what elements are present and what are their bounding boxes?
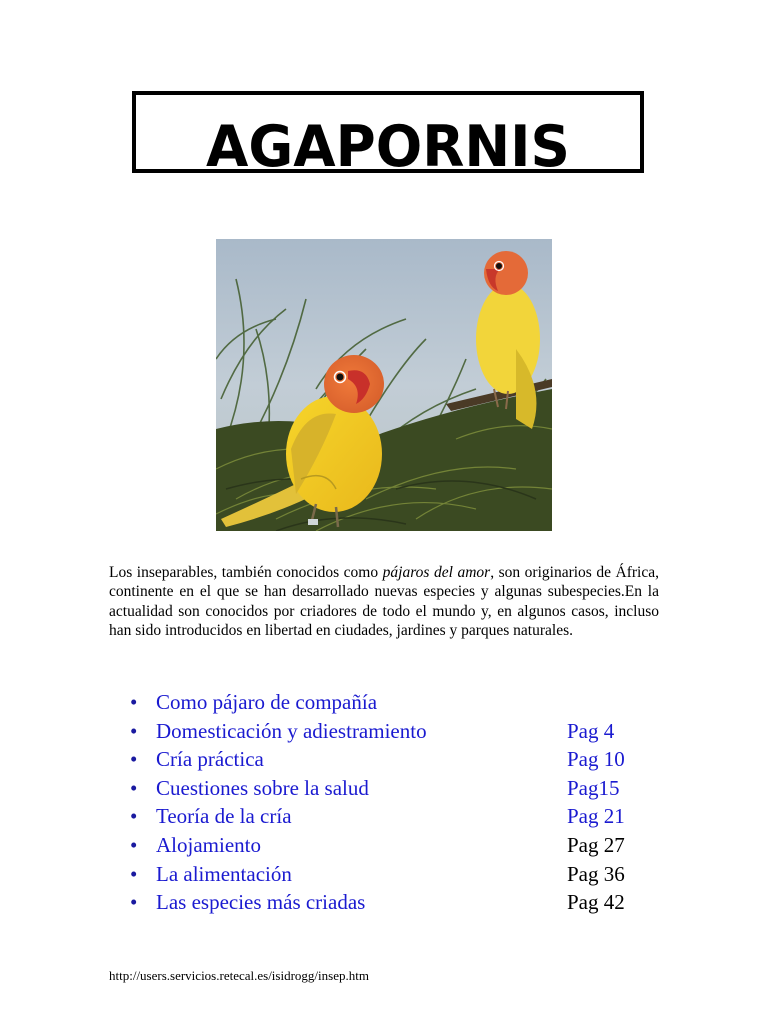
toc-page-number: Pag 42 [567,890,625,915]
bullet-icon: • [130,890,138,915]
toc-page-number[interactable]: Pag15 [567,775,620,800]
intro-italic-phrase: pájaros del amor [382,563,491,581]
bullet-icon: • [130,718,138,743]
toc-item[interactable] [130,774,650,803]
lovebirds-photo [216,239,552,531]
toc-item[interactable] [130,802,650,831]
bullet-icon: • [130,690,138,714]
bullet-icon: • [130,747,138,772]
toc-page-number: Pag 27 [567,832,625,857]
toc-link[interactable]: Las especies más criadas [156,890,366,915]
toc-page-number[interactable]: Pag 4 [567,718,615,743]
toc-page-number: Pag 36 [567,861,625,886]
toc-item[interactable] [130,745,650,774]
toc-item[interactable] [130,860,650,889]
title-box [132,91,644,173]
toc-page-number[interactable]: Pag 10 [567,747,625,772]
bullet-icon: • [130,861,138,886]
toc-link[interactable]: Teoría de la cría [156,804,292,829]
toc-item[interactable] [130,688,650,717]
table-of-contents [130,688,650,917]
intro-text-start: Los inseparables, también conocidos como [109,563,383,581]
bullet-icon: • [130,775,138,800]
intro-paragraph [109,563,659,641]
toc-item[interactable] [130,888,650,917]
toc-page-number[interactable]: Pag 21 [567,804,625,829]
toc-link[interactable]: Domesticación y adiestramiento [156,718,427,743]
intro-text-end: , son originarios de África, continente en el que se han desarrollado nuevas especies y algunas subespecies.En la actualidad son conocidos por criadores de todo el mundo y, en algunos casos, incluso han sido introducidos en libertad en ciudades, jardines y parques naturales. [109,563,659,639]
toc-link[interactable]: Alojamiento [156,832,261,857]
toc-link[interactable]: Como pájaro de compañía [156,690,378,714]
toc-item[interactable] [130,831,650,860]
page-title: AGAPORNIS [206,114,570,173]
toc-link[interactable]: La alimentación [156,861,292,886]
bullet-icon: • [130,804,138,829]
toc-item[interactable] [130,717,650,746]
footer-url: http://users.servicios.retecal.es/isidrogg/insep.htm [109,968,369,983]
toc-link[interactable]: Cría práctica [156,747,264,772]
toc-link[interactable]: Cuestiones sobre la salud [156,775,369,800]
bullet-icon: • [130,832,138,857]
